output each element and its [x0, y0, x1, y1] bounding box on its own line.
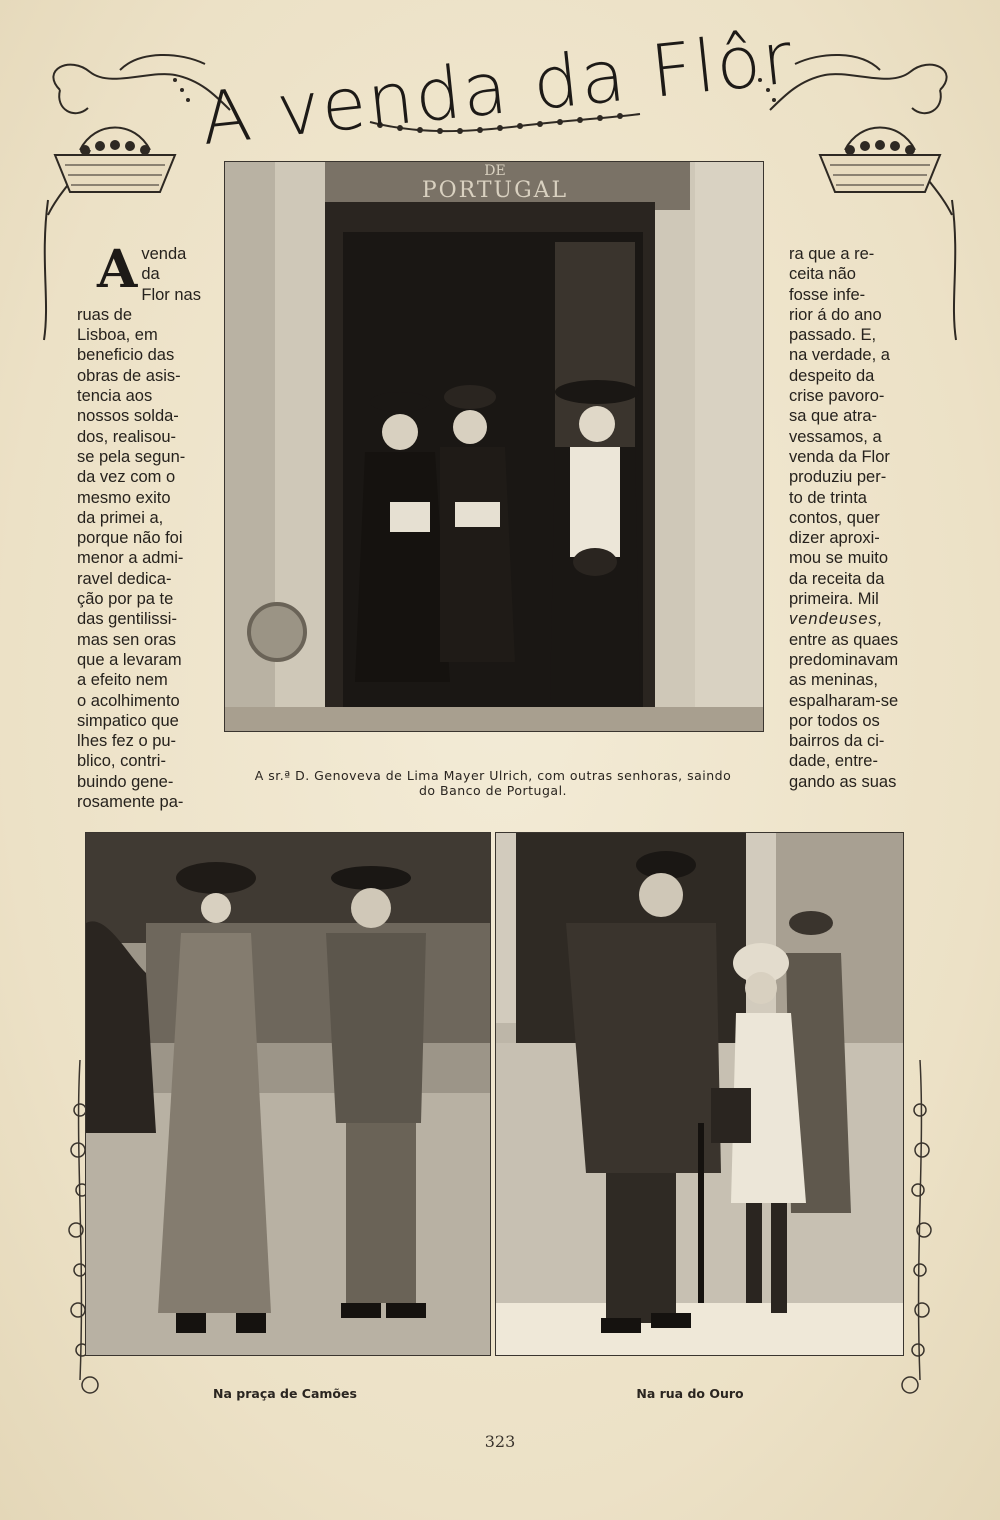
text-line: mas sen oras: [77, 630, 177, 649]
flower-basket-right-icon: [805, 120, 955, 200]
bank-sign-line-2: PORTUGAL: [421, 178, 569, 203]
text-line: to de trinta: [789, 488, 867, 507]
text-line: porque não foi: [77, 529, 183, 548]
text-line: tencia aos: [77, 387, 153, 406]
text-line: blico, contri-: [77, 752, 166, 771]
text-line: primeira. Mil: [789, 590, 879, 609]
text-line: vendeuses,: [789, 610, 884, 629]
text-line: sa que atra-: [789, 407, 878, 426]
page-number: 323: [484, 1432, 516, 1451]
text-line: buindo gene-: [77, 772, 174, 791]
text-line: beneficio das: [77, 346, 175, 365]
text-line: simpatico que: [77, 711, 179, 730]
bank-sign-line-1: DE: [484, 163, 506, 179]
bottom-right-caption: Na rua do Ouro: [636, 1386, 744, 1401]
text-line: contos, quer: [789, 508, 880, 527]
text-line: obras de asis-: [77, 366, 181, 385]
photo-rua-do-ouro: [495, 832, 904, 1356]
text-line: ravel dedica-: [77, 569, 172, 588]
text-line: Lisboa, em: [77, 326, 158, 345]
text-line: as meninas,: [789, 671, 878, 690]
text-line: despeito da: [789, 366, 875, 385]
text-line: nossos solda-: [77, 407, 179, 426]
text-line: das gentilissi-: [77, 610, 177, 629]
text-line: ruas de: [77, 305, 133, 324]
text-line: vessamos, a: [789, 427, 882, 446]
photo-banco-de-portugal: [224, 161, 764, 732]
text-line: mou se muito: [789, 549, 889, 568]
caption-line-1: A sr.ª D. Genoveva de Lima Mayer Ulrich, com outras senhoras, saindo: [254, 768, 732, 783]
photo-praca-de-camoes: [85, 832, 491, 1356]
bank-sign: [375, 164, 615, 203]
text-line: mesmo exito: [77, 488, 171, 507]
article-title: A venda da Flôr: [197, 15, 798, 162]
text-line: por todos os: [789, 711, 880, 730]
text-line: da vez com o: [77, 468, 176, 487]
right-text-column: [789, 244, 905, 792]
text-line: passado. E,: [789, 326, 877, 345]
text-line: Flor nas: [141, 285, 201, 304]
text-line: na verdade, a: [789, 346, 890, 365]
text-line: dade, entre-: [789, 752, 878, 771]
photo-illustration: [496, 833, 903, 1355]
text-line: ra que a re-: [789, 245, 875, 263]
text-line: produziu per-: [789, 468, 887, 487]
text-line: rosamente pa-: [77, 793, 184, 812]
bottom-left-caption: Na praça de Camões: [213, 1386, 357, 1401]
text-line: lhes fez o pu-: [77, 732, 177, 751]
text-line: se pela segun-: [77, 447, 186, 466]
text-line: que a levaram: [77, 650, 182, 669]
text-line: venda da Flor: [789, 447, 890, 466]
text-line: dos, realisou-: [77, 427, 177, 446]
text-line: dizer aproxi-: [789, 529, 880, 548]
text-line: gando as suas: [789, 772, 897, 791]
text-line: o acolhimento: [77, 691, 180, 710]
text-line: fosse infe-: [789, 285, 866, 304]
caption-line-2: do Banco de Portugal.: [418, 783, 568, 798]
text-line: ção por pa te: [77, 590, 174, 609]
text-line: menor a admi-: [77, 549, 184, 568]
text-line: venda da: [141, 245, 187, 284]
text-line: ceita não: [789, 265, 856, 284]
top-photo-caption: [222, 768, 764, 798]
text-line: da primei a,: [77, 508, 164, 527]
text-line: entre as quaes: [789, 630, 899, 649]
text-line: rior á do ano: [789, 305, 882, 324]
text-line: da receita da: [789, 569, 885, 588]
photo-illustration: [86, 833, 490, 1355]
flower-basket-left-icon: [40, 120, 190, 200]
left-text-column: [77, 239, 201, 812]
text-line: crise pavoro-: [789, 387, 885, 406]
text-line: espalharam-se: [789, 691, 899, 710]
text-line: bairros da ci-: [789, 732, 885, 751]
photo-illustration: [225, 162, 763, 731]
drop-cap: A: [97, 239, 138, 300]
text-line: a efeito nem: [77, 671, 168, 690]
text-line: predominavam: [789, 650, 899, 669]
